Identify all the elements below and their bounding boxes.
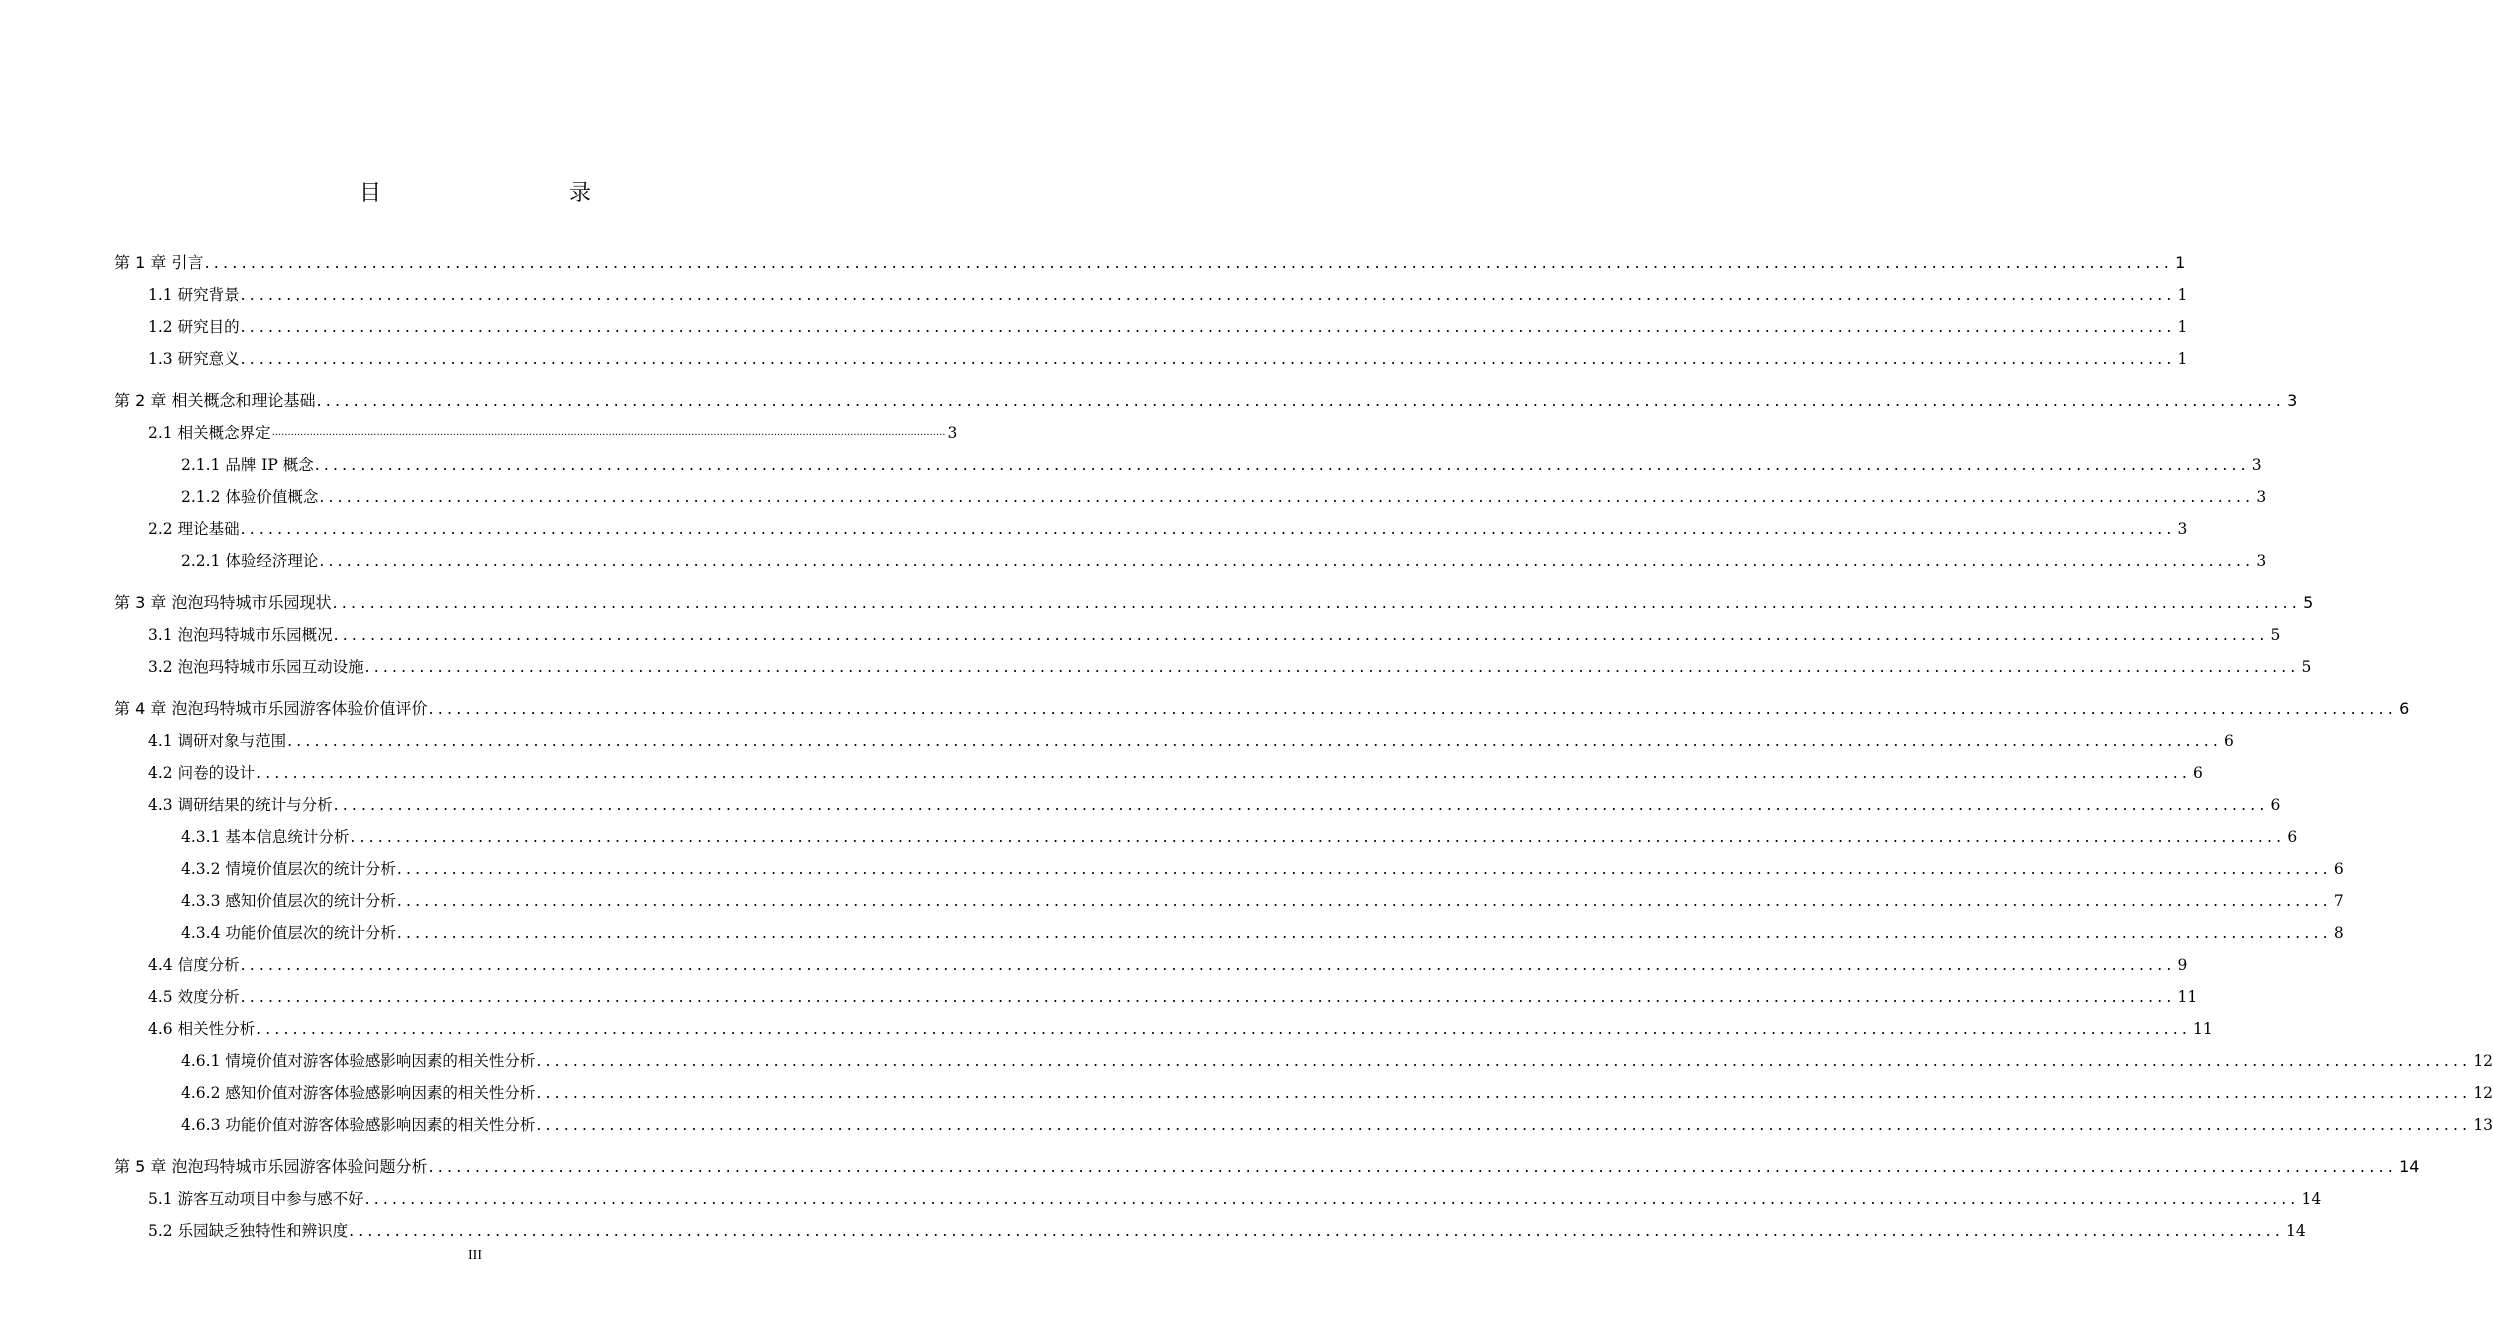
toc-leader-dots: ....................................................................................................................................................................................................................	[428, 699, 2398, 718]
toc-page-number: 11	[2177, 988, 2198, 1006]
toc-entry-label: 4.3.3 感知价值层次的统计分析	[181, 892, 396, 910]
toc-section-entry[interactable]	[181, 821, 2298, 847]
toc-leader-dots: ....................................................................................................................................................................................................................	[314, 456, 2250, 474]
toc-leader-dots: ....................................................................................................................................................................................................................	[240, 318, 2176, 336]
toc-page-number: 9	[2177, 956, 2188, 974]
toc-entry-label: 2.2.1 体验经济理论	[181, 552, 319, 570]
toc-leader-dots: ....................................................................................................................................................................................................................	[396, 860, 2332, 878]
toc-section-entry[interactable]	[181, 1077, 2493, 1103]
toc-page-number: 6	[2224, 732, 2234, 750]
toc-leader-dots: ....................................................................................................................................................................................................................	[319, 552, 2255, 570]
toc-page-number: 6	[2287, 828, 2298, 846]
toc-page-number: 13	[2473, 1116, 2493, 1134]
toc-section-entry[interactable]	[148, 789, 2281, 815]
toc-leader-dots: ....................................................................................................................................................................................................................	[256, 764, 2192, 782]
toc-page-number: 3	[2177, 520, 2188, 538]
toc-entry-label: 2.1.2 体验价值概念	[181, 488, 319, 506]
toc-page-number: 3	[2256, 552, 2267, 570]
toc-entry-label: 1.1 研究背景	[148, 286, 240, 304]
toc-leader-dots: ....................................................................................................................................................................................................................	[240, 350, 2176, 368]
toc-section-entry[interactable]	[148, 981, 2198, 1007]
toc-section-entry[interactable]	[181, 853, 2344, 879]
toc-page-number: 5	[2270, 626, 2281, 644]
toc-leader-dots: ....................................................................................................................................................................................................................	[333, 796, 2269, 814]
toc-page-number: 14	[2301, 1190, 2322, 1208]
toc-page-number: 3	[2287, 391, 2298, 410]
toc-page-number: 6	[2333, 860, 2344, 878]
toc-section-entry[interactable]	[148, 1013, 2213, 1039]
toc-entry-label: 4.2 问卷的设计	[148, 764, 256, 782]
toc-leader-dots: ....................................................................................................................................................................................................................	[333, 626, 2269, 644]
toc-section-entry[interactable]	[181, 1109, 2493, 1135]
toc-chapter-entry[interactable]	[114, 1151, 2420, 1177]
toc-entry-label: 第 4 章 泡泡玛特城市乐园游客体验价值评价	[114, 699, 428, 718]
toc-page-number: 12	[2473, 1084, 2493, 1102]
toc-entry-label: 4.6.3 功能价值对游客体验感影响因素的相关性分析	[181, 1116, 536, 1134]
toc-leader-dots: ....................................................................................................................................................................................................................	[287, 732, 2223, 750]
toc-page-number: 6	[2270, 796, 2281, 814]
toc-leader-dots: ....................................................................................................................................................................................................................	[332, 593, 2302, 612]
toc-leader-dots: ....................................................................................................................................................................................................................	[240, 956, 2176, 974]
toc-section-entry[interactable]	[148, 417, 958, 443]
toc-page-number: 12	[2473, 1052, 2493, 1070]
toc-page-number: 5	[2303, 593, 2314, 612]
toc-page-number: 1	[2177, 318, 2188, 336]
toc-leader-dots: ....................................................................................................................................................................................................................	[428, 1157, 2398, 1176]
toc-entry-label: 4.3.1 基本信息统计分析	[181, 828, 350, 846]
toc-page-number: 3	[947, 424, 958, 442]
toc-entry-label: 第 3 章 泡泡玛特城市乐园现状	[114, 593, 332, 612]
toc-section-entry[interactable]	[148, 343, 2188, 369]
toc-chapter-entry[interactable]	[114, 247, 2186, 273]
toc-leader-dots: ....................................................................................................................................................................................................................	[536, 1084, 2472, 1102]
toc-entry-label: 4.6.2 感知价值对游客体验感影响因素的相关性分析	[181, 1084, 536, 1102]
toc-leader-dots: ....................................................................................................................................................................................................................	[240, 286, 2176, 304]
toc-page-number: 1	[2177, 286, 2188, 304]
toc-section-entry[interactable]	[148, 513, 2188, 539]
toc-section-entry[interactable]	[148, 619, 2281, 645]
toc-page-number: 14	[2399, 1157, 2420, 1176]
toc-entry-label: 1.3 研究意义	[148, 350, 240, 368]
toc-entry-label: 第 1 章 引言	[114, 253, 204, 272]
toc-entry-label: 4.5 效度分析	[148, 988, 240, 1006]
toc-entry-label: 第 2 章 相关概念和理论基础	[114, 391, 316, 410]
toc-chapter-entry[interactable]	[114, 693, 2410, 719]
toc-section-entry[interactable]	[148, 651, 2312, 677]
toc-leader-dots: ....................................................................................................................................................................................................................	[364, 658, 2300, 676]
toc-page-number: 3	[2256, 488, 2267, 506]
toc-section-entry[interactable]	[181, 1045, 2493, 1071]
toc-page-number: 6	[2193, 764, 2203, 782]
toc-leader-dots: ....................................................................................................................................................................................................................	[204, 253, 2174, 272]
toc-leader-dots: ....................................................................................................................................................................................................................	[396, 924, 2332, 942]
toc-leader-dots: ....................................................................................................................................................................................................................	[240, 988, 2176, 1006]
toc-entry-label: 2.1.1 品牌 IP 概念	[181, 456, 314, 474]
toc-section-entry[interactable]	[181, 545, 2267, 571]
toc-section-entry[interactable]	[181, 481, 2267, 507]
toc-chapter-entry[interactable]	[114, 385, 2298, 411]
toc-leader-dots: ....................................................................................................................................................................................................................	[536, 1052, 2472, 1070]
toc-entry-label: 3.2 泡泡玛特城市乐园互动设施	[148, 658, 364, 676]
toc-section-entry[interactable]	[181, 885, 2344, 911]
toc-leader-dots: ....................................................................................................................................................................................................................	[349, 1222, 2285, 1240]
toc-section-entry[interactable]	[148, 1183, 2322, 1209]
toc-entry-label: 4.3 调研结果的统计与分析	[148, 796, 333, 814]
toc-page-number: 5	[2301, 658, 2312, 676]
toc-leader-dots: ....................................................................................................................................................................................................................	[271, 427, 946, 438]
toc-page-number: 8	[2333, 924, 2344, 942]
page-title: 目 录	[358, 181, 639, 206]
toc-entry-label: 4.6.1 情境价值对游客体验感影响因素的相关性分析	[181, 1052, 536, 1070]
toc-leader-dots: ....................................................................................................................................................................................................................	[536, 1116, 2472, 1134]
toc-leader-dots: ....................................................................................................................................................................................................................	[319, 488, 2255, 506]
toc-section-entry[interactable]	[181, 917, 2344, 943]
toc-section-entry[interactable]	[181, 449, 2262, 475]
toc-leader-dots: ....................................................................................................................................................................................................................	[396, 892, 2332, 910]
toc-section-entry[interactable]	[148, 949, 2188, 975]
toc-section-entry[interactable]	[148, 725, 2234, 751]
toc-entry-label: 2.2 理论基础	[148, 520, 240, 538]
toc-leader-dots: ....................................................................................................................................................................................................................	[350, 828, 2286, 846]
toc-page-number: 7	[2333, 892, 2344, 910]
toc-entry-label: 4.4 信度分析	[148, 956, 240, 974]
toc-section-entry[interactable]	[148, 311, 2188, 337]
toc-entry-label: 4.3.4 功能价值层次的统计分析	[181, 924, 396, 942]
toc-leader-dots: ....................................................................................................................................................................................................................	[256, 1020, 2192, 1038]
toc-leader-dots: ....................................................................................................................................................................................................................	[240, 520, 2176, 538]
toc-page-number: 3	[2251, 456, 2262, 474]
toc-page-number: 1	[2175, 253, 2186, 272]
toc-entry-label: 5.1 游客互动项目中参与感不好	[148, 1190, 364, 1208]
toc-entry-label: 第 5 章 泡泡玛特城市乐园游客体验问题分析	[114, 1157, 428, 1176]
toc-entry-label: 2.1 相关概念界定	[148, 424, 271, 442]
toc-entry-label: 1.2 研究目的	[148, 318, 240, 336]
toc-section-entry[interactable]	[148, 1215, 2306, 1241]
toc-page-number: 14	[2286, 1222, 2306, 1240]
toc-entry-label: 3.1 泡泡玛特城市乐园概况	[148, 626, 333, 644]
toc-entry-label: 4.1 调研对象与范围	[148, 732, 287, 750]
toc-page-number: 1	[2177, 350, 2188, 368]
toc-section-entry[interactable]	[148, 279, 2188, 305]
page-number-footer: III	[468, 1248, 482, 1263]
toc-entry-label: 4.3.2 情境价值层次的统计分析	[181, 860, 396, 878]
toc-page-number: 6	[2399, 699, 2410, 718]
toc-leader-dots: ....................................................................................................................................................................................................................	[316, 391, 2286, 410]
toc-entry-label: 5.2 乐园缺乏独特性和辨识度	[148, 1222, 349, 1240]
toc-section-entry[interactable]	[148, 757, 2203, 783]
toc-chapter-entry[interactable]	[114, 587, 2314, 613]
toc-page-number: 11	[2193, 1020, 2213, 1038]
toc-leader-dots: ....................................................................................................................................................................................................................	[364, 1190, 2300, 1208]
toc-entry-label: 4.6 相关性分析	[148, 1020, 256, 1038]
